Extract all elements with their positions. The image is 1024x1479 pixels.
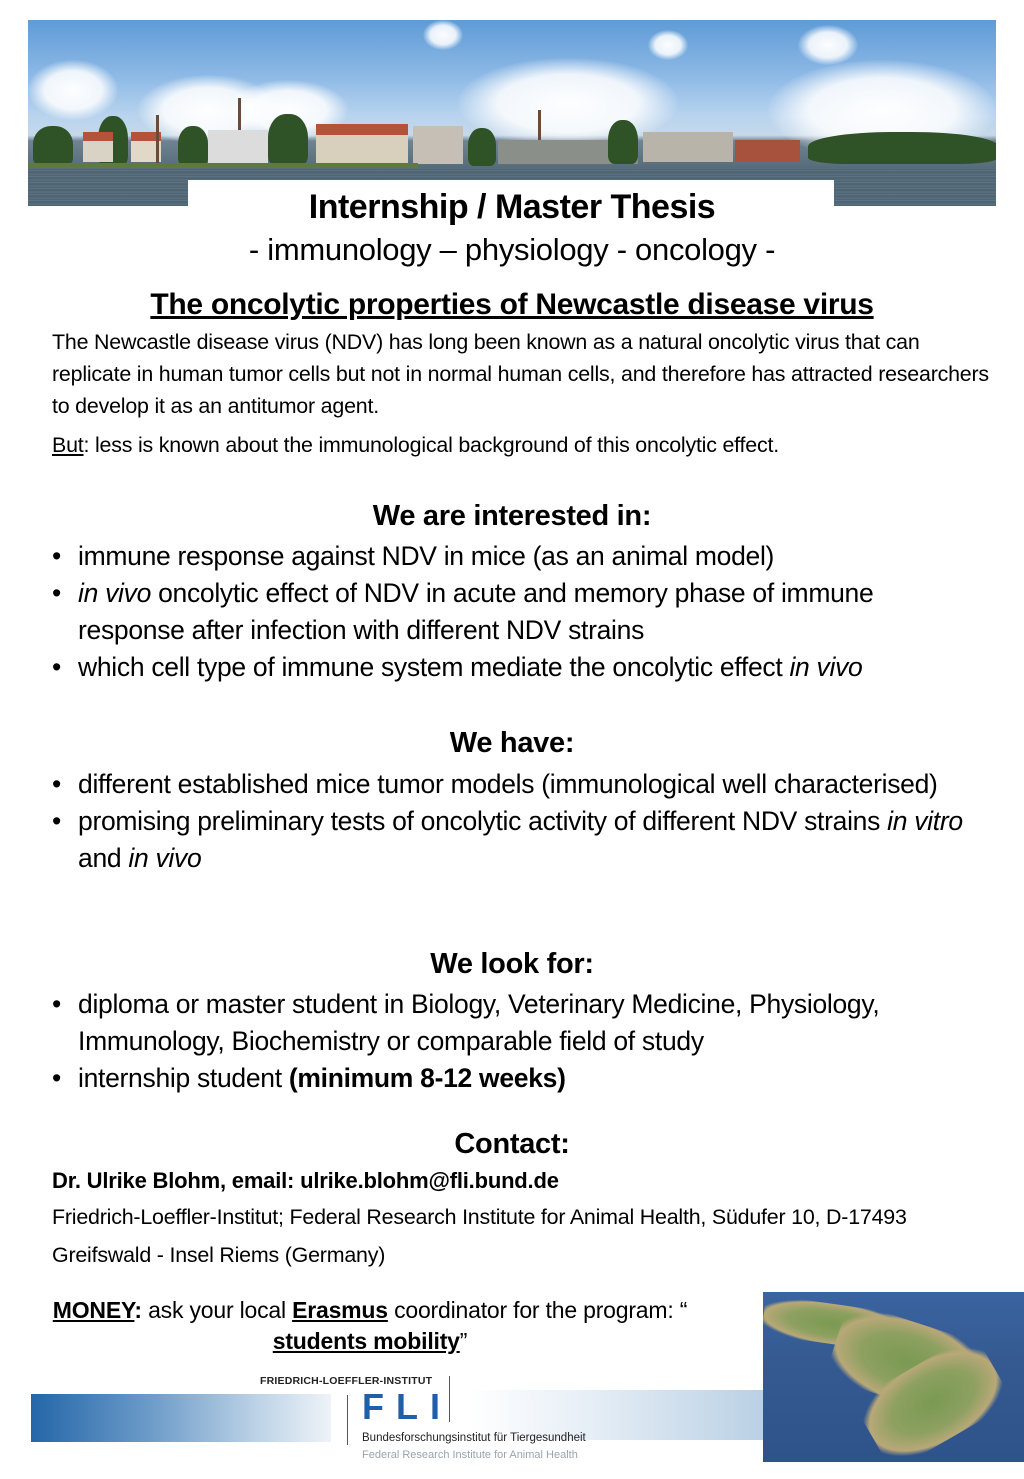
page-title: Internship / Master Thesis (308, 188, 716, 226)
aerial-island-photo (763, 1292, 1024, 1462)
intro-paragraph: The Newcastle disease virus (NDV) has long been known as a natural oncolytic virus that can replicate in human tumor cells but not in normal human cells, and therefore has attracted researchers to develop it as an antitumor agent. (52, 330, 989, 418)
intro-but-line (52, 429, 997, 461)
contact-heading: Contact: (454, 1128, 570, 1160)
bullet-icon: • (52, 1063, 61, 1093)
bullet-icon: • (52, 989, 61, 1019)
money-note: MONEY: ask your local Erasmus coordinator for the program: “ students mobility” (52, 1297, 688, 1354)
list-item: • in vivo oncolytic effect of NDV in acute and memory phase of immune response after infection with different NDV strains (52, 575, 982, 649)
fli-logo-icon: FLI (362, 1386, 452, 1427)
bullet-icon: • (52, 769, 61, 799)
look-for-list (52, 986, 982, 1097)
list-item: • internship student (minimum 8-12 weeks) (52, 1060, 982, 1097)
header-panorama-photo (28, 20, 996, 206)
list-item: • immune response against NDV in mice (as an animal model) (52, 538, 982, 575)
program-name: students mobility (272, 1328, 460, 1354)
but-text: : less is known about the immunological background of this oncolytic effect. (83, 433, 779, 457)
intro-heading: The oncolytic properties of Newcastle disease virus (150, 288, 874, 321)
contact-address: Friedrich-Loeffler-Institut; Federal Research Institute for Animal Health, Südufer 10, D-17493 Greifswald - Insel Riems (Germany) (52, 1205, 907, 1267)
bullet-icon: • (52, 578, 61, 608)
list-item: • promising preliminary tests of oncolytic activity of different NDV strains in vitro and in vivo (52, 803, 982, 877)
bullet-icon: • (52, 806, 61, 836)
bullet-icon: • (52, 541, 61, 571)
bullet-icon: • (52, 652, 61, 682)
have-heading: We have: (449, 727, 575, 759)
but-label: But (52, 433, 84, 457)
interested-list (52, 538, 982, 686)
erasmus-label: Erasmus (292, 1297, 388, 1323)
logo-org-name: FRIEDRICH-LOEFFLER-INSTITUT (260, 1375, 433, 1387)
have-list (52, 766, 982, 877)
page-subtitle: - immunology – physiology - oncology - (248, 232, 776, 267)
logo-gradient-bar-left (31, 1394, 331, 1442)
list-item: • different established mice tumor models (immunological well characterised) (52, 766, 982, 803)
logo-divider (347, 1395, 348, 1445)
list-item: • diploma or master student in Biology, Veterinary Medicine, Physiology, Immunology, Biochemistry or comparable field of study (52, 986, 982, 1060)
list-item: • which cell type of immune system mediate the oncolytic effect in vivo (52, 649, 982, 686)
look-for-heading: We look for: (430, 948, 594, 980)
money-label: MONEY (52, 1297, 135, 1323)
interested-heading: We are interested in: (372, 500, 652, 532)
logo-english-name: Federal Research Institute for Animal Health (362, 1449, 578, 1461)
logo-german-name: Bundesforschungsinstitut für Tiergesundheit (362, 1432, 586, 1444)
contact-name-email[interactable]: Dr. Ulrike Blohm, email: ulrike.blohm@fli.bund.de (52, 1168, 559, 1193)
